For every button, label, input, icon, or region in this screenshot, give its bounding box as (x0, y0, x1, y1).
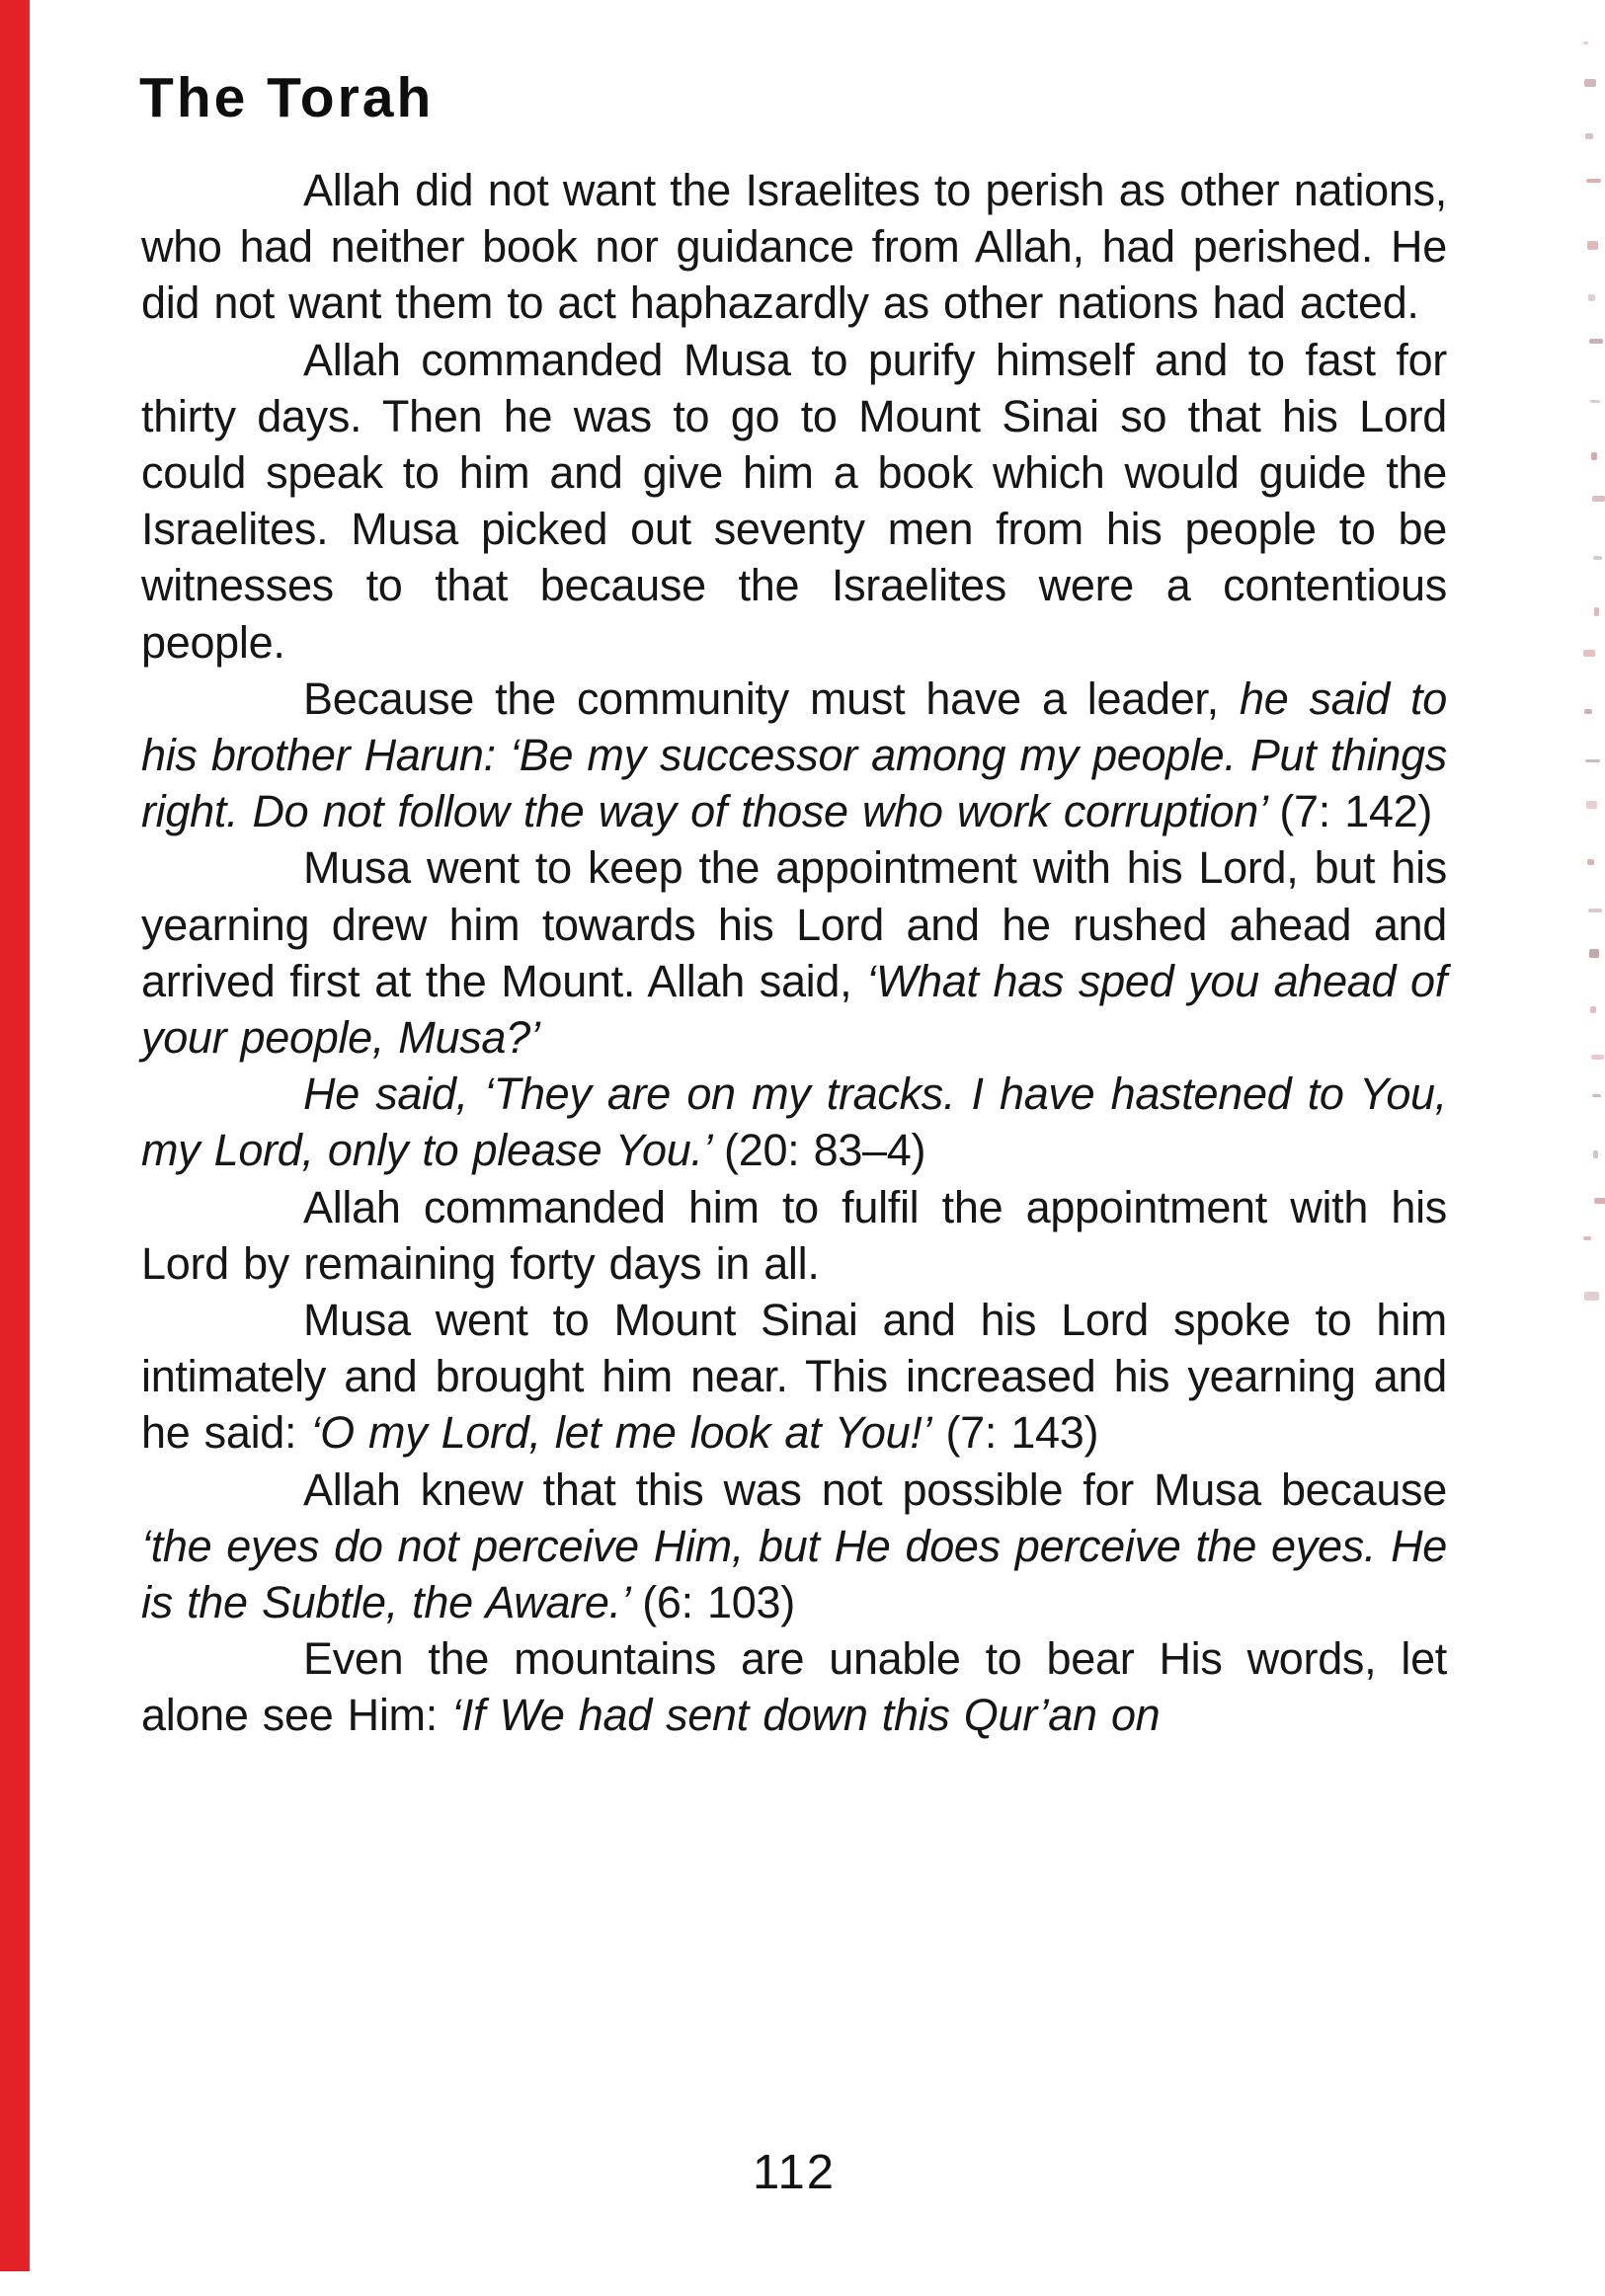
scan-dash-mark (1590, 1006, 1596, 1013)
quran-quote-text: ‘the eyes do not perceive Him, but He does perceive the eyes. He is the Subtle, the Aware.’ (141, 1520, 1447, 1628)
scan-dash-mark (1591, 452, 1597, 460)
scan-dash-mark (1587, 241, 1598, 250)
scan-dash-mark (1594, 1198, 1605, 1204)
paragraph (141, 1066, 1447, 1178)
narrative-text: (7: 143) (931, 1407, 1099, 1459)
narrative-text: Allah did not want the Israelites to perish as other nations, who had neither book nor guidance from Allah, had perished. He did not want them to act haphazardly as other nations had acted. (141, 165, 1447, 329)
scan-dash-mark (1586, 179, 1601, 183)
quran-quote-text: ‘O my Lord, let me look at You!’ (310, 1407, 932, 1459)
scan-dash-mark (1583, 1236, 1591, 1240)
narrative-text: Musa went to keep the appointment with his Lord, but his yearning drew him towards his Lord and he rushed ahead and arrived first at the Mount. Allah said, (141, 842, 1447, 1006)
scan-dash-mark (1588, 294, 1595, 301)
scan-dash-mark (1584, 79, 1596, 87)
quran-quote-text: he said to his brother Harun: ‘Be my successor among my people. Put things right. Do not follow the way of those who work corruption’ (141, 673, 1447, 837)
narrative-text: Musa went to Mount Sinai and his Lord spoke to him intimately and brought him near. This increased his yearning and he said: (141, 1295, 1447, 1459)
narrative-text: Allah commanded Musa to purify himself and to fast for thirty days. Then he was to go to Mount Sinai so that his Lord could speak to him and give him a book which would guide the Israelites. Musa picked out seventy men from his people to be witnesses to that because the Israelites were a contentious people. (141, 334, 1447, 668)
narrative-text: (6: 103) (642, 1577, 795, 1628)
body-text (141, 162, 1447, 1744)
scan-dash-mark (1587, 859, 1594, 865)
scan-dash-mark (1585, 759, 1600, 762)
narrative-text: Allah commanded him to fulfil the appointment with his Lord by remaining forty days in all. (141, 1181, 1447, 1289)
paragraph (141, 1292, 1447, 1462)
scan-dash-mark (1584, 1292, 1599, 1301)
paragraph (141, 839, 1447, 1066)
page-number: 112 (752, 2146, 837, 2199)
quran-quote-text: ‘What has sped you ahead of your people, Musa?’ (141, 955, 1447, 1064)
scan-dash-mark (1592, 496, 1605, 502)
left-edge-scan-stripe (0, 0, 30, 2271)
paragraph (141, 162, 1447, 332)
quran-quote-text: ‘If We had sent down this Qur’an on (451, 1690, 1161, 1741)
paragraph (141, 1179, 1447, 1292)
scan-dash-mark (1593, 1150, 1598, 1158)
scan-dash-mark (1583, 650, 1595, 657)
narrative-text: (20: 83–4) (724, 1125, 926, 1176)
narrative-text: Because the community must have a leader, (303, 673, 1240, 724)
scan-dash-mark (1594, 607, 1599, 616)
scan-dash-mark (1590, 400, 1600, 403)
scan-dash-mark (1589, 949, 1599, 958)
scan-dash-mark (1586, 801, 1597, 809)
narrative-text: Allah knew that this was not possible for Musa because (303, 1464, 1447, 1515)
quran-quote-text: He said, ‘They are on my tracks. I have hastened to You, my Lord, only to please You.’ (141, 1069, 1447, 1176)
scan-dash-mark (1589, 339, 1603, 344)
scan-dash-mark (1583, 41, 1588, 44)
scan-dash-mark (1588, 909, 1602, 912)
paragraph (141, 671, 1447, 840)
paragraph (141, 1462, 1447, 1631)
section-heading: The Torah (139, 66, 435, 129)
narrative-text: Even the mountains are unable to bear His words, let alone see Him: (141, 1633, 1447, 1741)
scan-dash-mark (1584, 709, 1592, 714)
scan-dash-mark (1593, 556, 1602, 560)
scan-dash-mark (1585, 133, 1593, 139)
paragraph (141, 1630, 1447, 1743)
scan-dash-mark (1591, 1055, 1604, 1060)
narrative-text: (7: 142) (1279, 786, 1433, 837)
paragraph (141, 332, 1447, 671)
scan-dash-mark (1592, 1094, 1601, 1097)
